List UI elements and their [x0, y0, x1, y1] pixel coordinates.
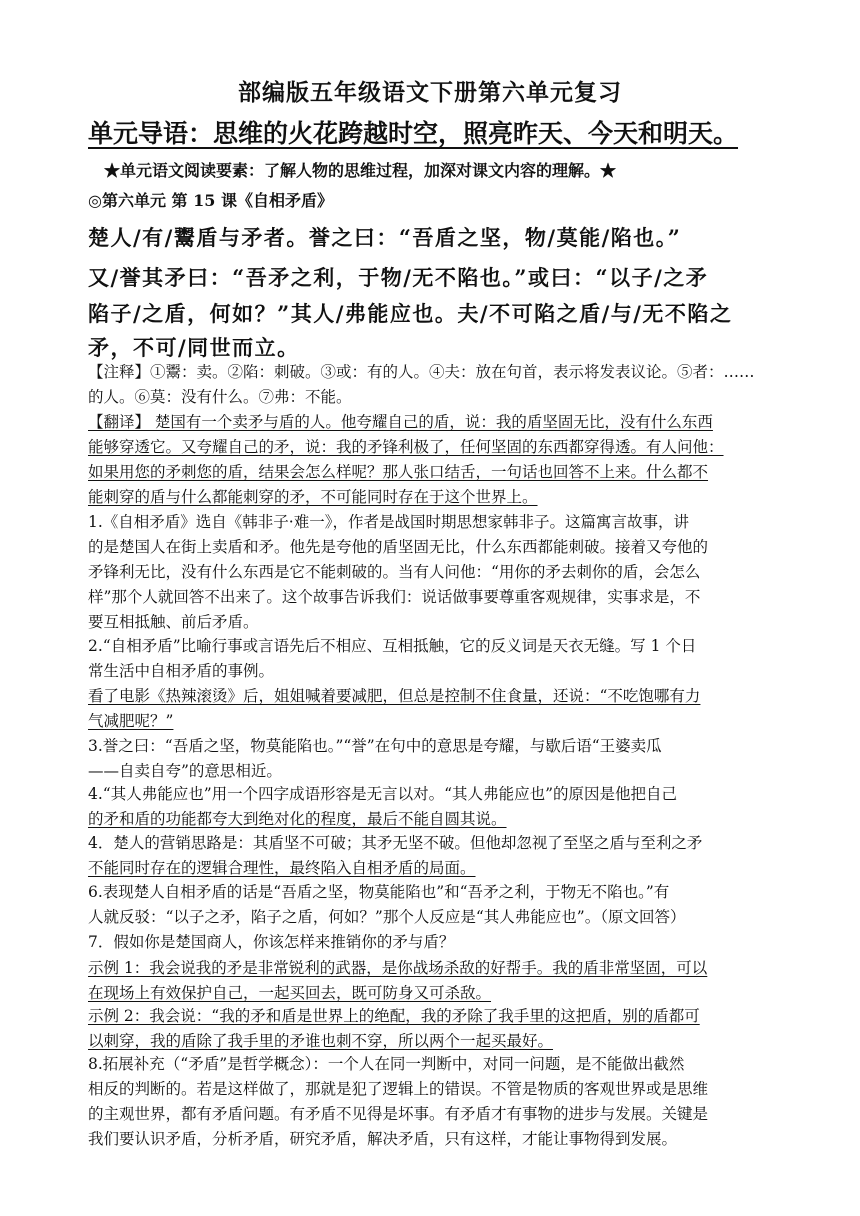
example-line: 以刺穿，我的盾除了我手里的矛谁也刺不穿，所以两个一起买最好。	[88, 1032, 554, 1050]
answer-line: 看了电影《热辣滚烫》后，姐姐喊着要减肥，但总是控制不住食量，还说：“不吃饱哪有力	[88, 687, 701, 705]
unit-guide: 单元导语：思维的火花跨越时空，照亮昨天、今天和明天。	[88, 119, 739, 148]
translation-line: 【翻译】 楚国有一个卖矛与盾的人。他夸耀自己的盾，说：我的盾坚固无比，没有什么东西	[88, 413, 713, 431]
question-line: 6.表现楚人自相矛盾的话是“吾盾之坚，物莫能陷也”和“吾矛之利，于物无不陷也。”有	[88, 883, 670, 901]
reading-requirements: ★单元语文阅读要素：了解人物的思维过程，加深对课文内容的理解。★	[104, 161, 617, 180]
question-line: 要互相抵触、前后矛盾。	[88, 613, 259, 631]
question-4	[88, 782, 778, 832]
question-line: 的是楚国人在街上卖盾和矛。他先是夸他的盾坚固无比，什么东西都能刺破。接着又夸他的	[88, 538, 709, 556]
question-line: 的矛和盾的功能都夸大到绝对化的程度，最后不能自圆其说。	[88, 810, 507, 828]
question-line: ——自卖自夸”的意思相近。	[88, 762, 282, 780]
question-8	[88, 1052, 778, 1152]
question-line: 4.“其人弗能应也”用一个四字成语形容是无言以对。“其人弗能应也”的原因是他把自己	[88, 785, 677, 803]
example-line: 在现场上有效保护自己，一起买回去，既可防身又可杀敌。	[88, 984, 492, 1002]
question-5	[88, 831, 778, 881]
question-1	[88, 510, 778, 635]
question-line: 2.“自相矛盾”比喻行事或言语先后不相应、互相抵触，它的反义词是天衣无缝。写 1 个日	[88, 637, 697, 655]
question-line: 不能同时存在的逻辑合理性，最终陷入自相矛盾的局面。	[88, 859, 476, 877]
question-line: 我们要认识矛盾，分析矛盾，研究矛盾，解决矛盾，只有这样，才能让事物得到发展。	[88, 1130, 678, 1148]
classical-text-line: 矛，不可/同世而立。	[88, 335, 300, 360]
translation-section	[88, 410, 778, 510]
translation-line: 能刺穿的盾与什么都能刺穿的矛，不可能同时存在于这个世界上。	[88, 488, 538, 506]
question-line: 常生活中自相矛盾的事例。	[88, 662, 275, 680]
question-3	[88, 734, 778, 784]
notes-line: 的人。⑥莫：没有什么。⑦弗：不能。	[88, 388, 352, 406]
notes-section	[88, 360, 778, 410]
question-6-7	[88, 880, 778, 955]
question-line: 人就反驳：“以子之矛，陷子之盾，何如？”那个人反应是“其人弗能应也”。（原文回答）	[88, 908, 686, 926]
lesson-heading: ◎第六单元 第 15 课《自相矛盾》	[88, 191, 333, 210]
question-line: 7．假如你是楚国商人，你该怎样来推销你的矛与盾？	[88, 933, 455, 951]
question-line: 相反的判断的。若是这样做了，那就是犯了逻辑上的错误。不管是物质的客观世界或是思维	[88, 1080, 709, 1098]
question-line: 样”那个人就回答不出来了。这个故事告诉我们：说话做事要尊重客观规律，实事求是，不	[88, 588, 701, 606]
classical-text-line: 又/誉其矛曰：“吾矛之利，于物/无不陷也。”或曰：“以子/之矛	[88, 265, 709, 290]
example-line: 示例 2：我会说：“我的矛和盾是世界上的绝配，我的矛除了我手里的这把盾，别的盾都可	[88, 1007, 700, 1025]
example-1	[88, 956, 778, 1006]
question-line: 8.拓展补充（“矛盾”是哲学概念）：一个人在同一判断中，对同一问题，是不能做出截然	[88, 1055, 685, 1073]
translation-line: 能够穿透它。又夸耀自己的矛，说：我的矛锋利极了，任何坚固的东西都穿得透。有人问他：	[88, 438, 724, 456]
example-line: 示例 1：我会说我的矛是非常锐利的武器，是你战场杀敌的好帮手。我的盾非常坚固，可以	[88, 959, 708, 977]
notes-line: 【注释】①鬻：卖。②陷：刺破。③或：有的人。④夫：放在句首，表示将发表议论。⑤者：……	[88, 363, 755, 381]
translation-line: 如果用您的矛刺您的盾，结果会怎么样呢？那人张口结舌，一句话也回答不上来。什么都不	[88, 463, 709, 481]
question-2	[88, 634, 778, 734]
question-line: 1.《自相矛盾》选自《韩非子·难一》，作者是战国时期思想家韩非子。这篇寓言故事，讲	[88, 513, 689, 531]
answer-line: 气减肥呢？”	[88, 712, 174, 730]
example-2	[88, 1004, 778, 1054]
classical-text-line: 陷子/之盾，何如？”其人/弗能应也。夫/不可陷之盾/与/无不陷之	[88, 301, 733, 326]
question-line: 3.誉之曰：“吾盾之坚，物莫能陷也。”“誉”在句中的意思是夸耀，与歇后语“王婆卖瓜	[88, 737, 662, 755]
classical-text-line: 楚人/有/鬻盾与矛者。誉之曰：“吾盾之坚，物/莫能/陷也。”	[88, 225, 682, 250]
page-title: 部编版五年级语文下册第六单元复习	[238, 79, 622, 106]
question-line: 4．楚人的营销思路是：其盾坚不可破；其矛无坚不破。但他却忽视了至坚之盾与至利之矛	[88, 834, 703, 852]
question-line: 的主观世界，都有矛盾问题。有矛盾不见得是坏事。有矛盾才有事物的进步与发展。关键是	[88, 1105, 709, 1123]
question-line: 矛锋利无比，没有什么东西是它不能刺破的。当有人问他：“用你的矛去刺你的盾，会怎么	[88, 563, 701, 581]
